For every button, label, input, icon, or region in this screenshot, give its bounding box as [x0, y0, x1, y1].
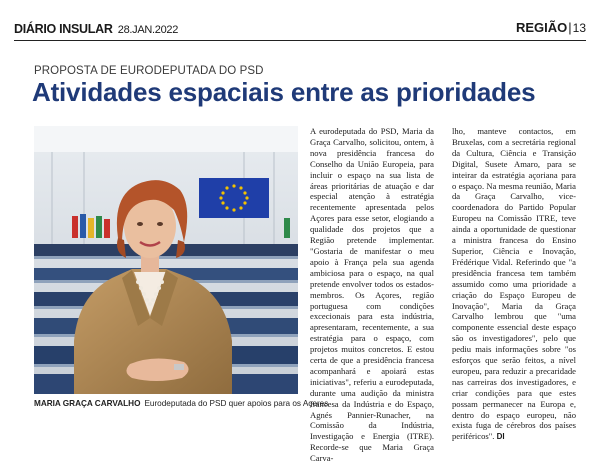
eu-flag [199, 178, 269, 218]
eye-left [137, 222, 143, 226]
photo-caption [34, 399, 328, 408]
caption-name: MARIA GRAÇA CARVALHO [34, 399, 141, 408]
wristwatch [174, 364, 184, 370]
section-name: REGIÃO [515, 20, 568, 35]
page-number: 13 [572, 21, 586, 35]
section-divider: | [568, 20, 572, 35]
column-2-body: lho, manteve contactos, em Bruxelas, com a secretária regional da Cultura, Ciência e Transição Digital, Susete Amaro, para se inteirar da estratégia açoriana para o espaço. Na mesma reunião, Maria da Graça Carvalho, vice-coordenadora do Partido Popular Europeu na Comissão ITRE, teve ainda a oportunidade de questionar a ministra francesa do Ensino Superior, Ciência e Inovação, Frédérique Vidal. Referindo que "a presidência francesa tem também assumido como uma prioridade a criação do Espaço Europeu de Inovação", Maria da Graça Carvalho lembrou que "uma componente essencial deste espaço são os investigadores", pelo que pediu mais informações sobre "os esforços que serão feitos, a nível europeu, para reduzir a precaridade nas carreiras dos investigadores, e criar condições para que estes possam permanecer na Europa e, dentro do espaço europeu, não exista fuga de cérebros dos países periféricos". [452, 126, 576, 442]
article-column-2 [452, 126, 576, 442]
brand-name: DIÁRIO INSULAR [14, 22, 113, 36]
masthead [14, 18, 586, 41]
newspaper-brand [14, 22, 178, 36]
issue-date: 28.JAN.2022 [117, 24, 179, 36]
article-kicker: PROPOSTA DE EURODEPUTADA DO PSD [34, 65, 264, 77]
hall-ceiling [34, 126, 298, 152]
column-1-text: A eurodeputada do PSD, Maria da Graça Carvalho, solicitou, ontem, à nova presidência francesa do Conselho da União Europeia, para incluir o espaço na sua lista de áreas prioritárias de atuação e dar especial atenção à estratégia recentemente apresentada pelos Açores para esse setor, elogiando a qualidade dos projetos que a Região pretende implementar. "Gostaria de manifestar o meu apoio à França pela sua agenda ambiciosa para o espaço, na qual pretende envolver todos os estados-membros. Os Açores, região portuguesa com condições excecionais para esta indústria, apresentaram, recentemente, a sua estratégia para o espaço, com projetos muitos concretos. E estou certa de que a presidência francesa acompanhará e apoiará estas iniciativas", referiu a eurodeputada, durante uma audição da ministra francesa da Indústria e do Espaço, Agnés Pannier-Runacher, na Comissão da Indústria, Investigação e Energia (ITRE). Recorde-se que Maria Graça Carva- [310, 126, 434, 464]
article-headline: Atividades espaciais entre as prioridades [32, 77, 536, 107]
column-2-text [452, 126, 576, 443]
article-column-1 [310, 126, 434, 464]
caption-text: Eurodeputada do PSD quer apoios para os Açores [144, 399, 329, 408]
article-photo [34, 126, 298, 394]
eye-right [157, 222, 163, 226]
section-label [516, 20, 586, 35]
end-mark: DI [496, 432, 505, 442]
parliament-portrait-illustration [34, 126, 298, 394]
